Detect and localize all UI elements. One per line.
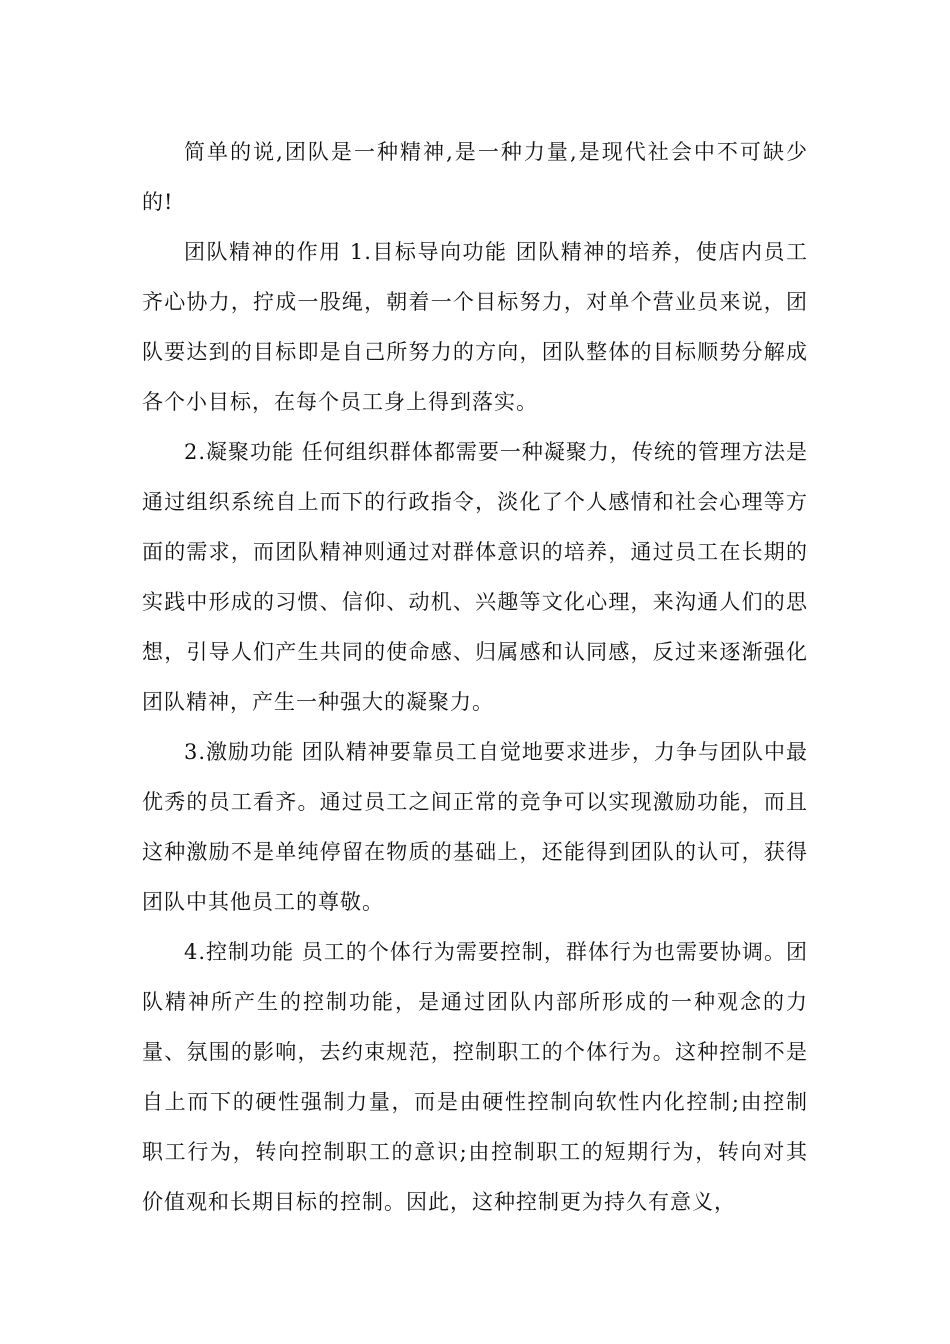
- paragraph-cohesion: 2.凝聚功能 任何组织群体都需要一种凝聚力，传统的管理方法是通过组织系统自上而下的行政指令，淡化了个人感情和社会心理等方面的需求，而团队精神则通过对群体意识的培养，通过员工在长期的实践中形成的习惯、信仰、动机、兴趣等文化心理，来沟通人们的思想，引导人们产生共同的使命感、归属感和认同感，反过来逐渐强化团队精神，产生一种强大的凝聚力。: [142, 440, 808, 714]
- paragraph-control: 4.控制功能 员工的个体行为需要控制，群体行为也需要协调。团队精神所产生的控制功能，是通过团队内部所形成的一种观念的力量、氛围的影响，去约束规范，控制职工的个体行为。这种控制不是自上而下的硬性强制力量，而是由硬性控制向软性内化控制;由控制职工行为，转向控制职工的意识;由控制职工的短期行为，转向对其价值观和长期目标的控制。因此，这种控制更为持久有意义，: [142, 940, 808, 1214]
- paragraph-intro: 简单的说,团队是一种精神,是一种力量,是现代社会中不可缺少的!: [142, 140, 808, 214]
- paragraph-motivation: 3.激励功能 团队精神要靠员工自觉地要求进步，力争与团队中最优秀的员工看齐。通过员工之间正常的竞争可以实现激励功能，而且这种激励不是单纯停留在物质的基础上，还能得到团队的认可，获得团队中其他员工的尊敬。: [142, 740, 808, 914]
- paragraph-goal-orientation: 团队精神的作用 1.目标导向功能 团队精神的培养，使店内员工齐心协力，拧成一股绳，朝着一个目标努力，对单个营业员来说，团队要达到的目标即是自己所努力的方向，团队整体的目标顺势分解成各个小目标，在每个员工身上得到落实。: [142, 240, 808, 414]
- document-body: [142, 127, 808, 1227]
